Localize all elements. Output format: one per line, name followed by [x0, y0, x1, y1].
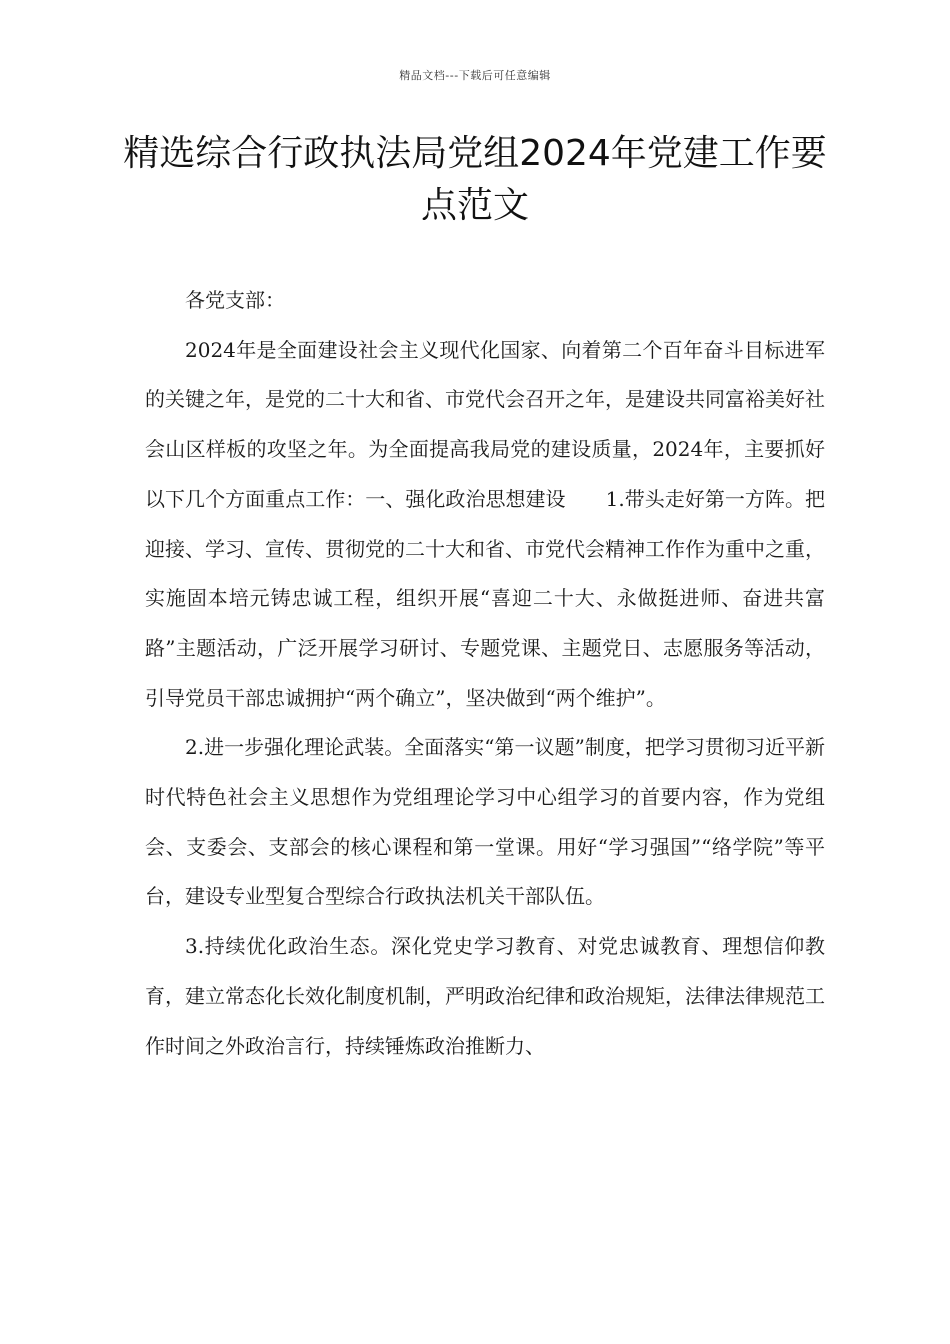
document-title: 精选综合行政执法局党组2024年党建工作要点范文	[123, 133, 827, 226]
document-body	[145, 276, 825, 1071]
paragraph-1: 2024年是全面建设社会主义现代化国家、向着第二个百年奋斗目标进军的关键之年，是党的二十大和省、市党代会召开之年，是建设共同富裕美好社会山区样板的攻坚之年。为全面提高我局党的建设质量，2024年，主要抓好以下几个方面重点工作：一、强化政治思想建设 1.带头走好第一方阵。把迎接、学习、宣传、贯彻党的二十大和省、市党代会精神工作作为重中之重，实施固本培元铸忠诚工程，组织开展“喜迎二十大、永做挺进师、奋进共富路”主题活动，广泛开展学习研讨、专题党课、主题党日、志愿服务等活动，引导党员干部忠诚拥护“两个确立”，坚决做到“两个维护”。	[145, 337, 825, 710]
header-note: 精品文档---下载后可任意编辑	[399, 69, 551, 82]
paragraph-3: 3.持续优化政治生态。深化党史学习教育、对党忠诚教育、理想信仰教育，建立常态化长效化制度机制，严明政治纪律和政治规矩，法律法律规范工作时间之外政治言行，持续锤炼政治推断力、	[145, 934, 825, 1058]
paragraph-2: 2.进一步强化理论武装。全面落实“第一议题”制度，把学习贯彻习近平新时代特色社会主义思想作为党组理论学习中心组学习的首要内容，作为党组会、支委会、支部会的核心课程和第一堂课。用好“学习强国”“络学院”等平台，建设专业型复合型综合行政执法机关干部队伍。	[145, 735, 825, 909]
salutation: 各党支部：	[185, 288, 285, 312]
